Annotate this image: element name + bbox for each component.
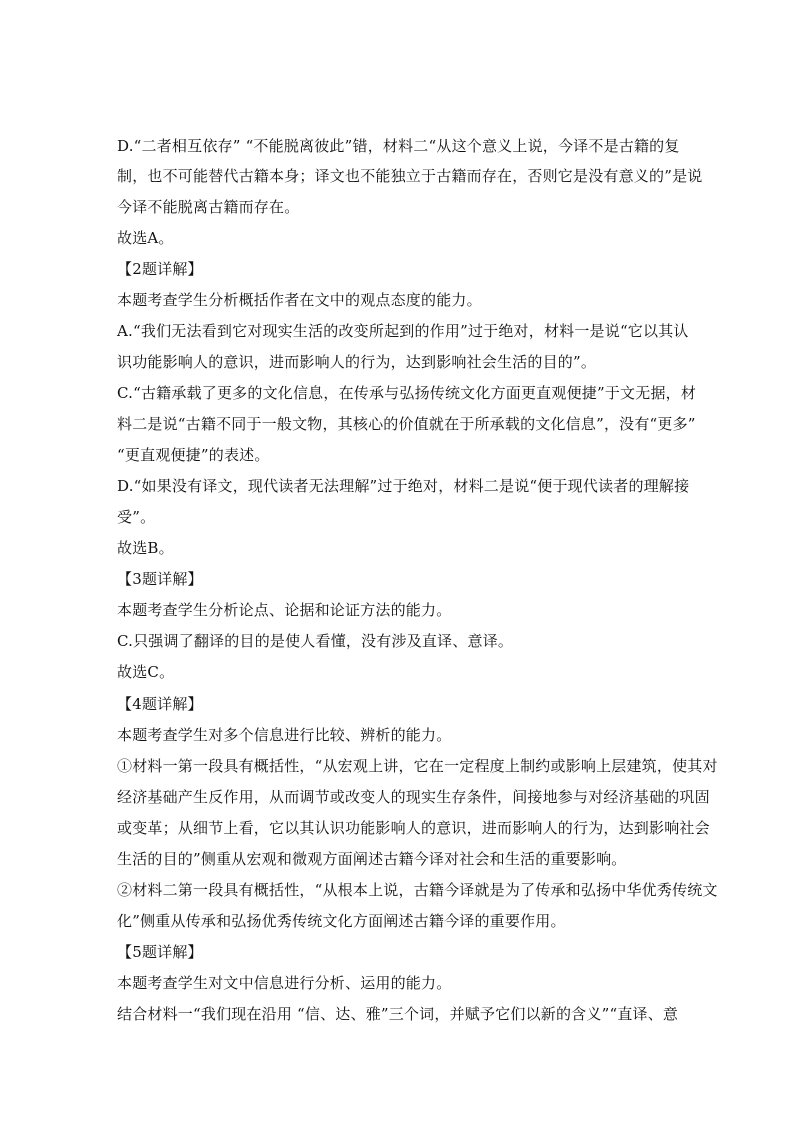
text-line: 结合材料一“我们现在沿用 “信、达、雅”三个词，并赋予它们以新的含义”“直译、意 (117, 1005, 679, 1023)
text-line: 或变革；从细节上看，它以其认识功能影响人的意识，进而影响人的行为，达到影响社会 (117, 819, 710, 837)
text-line: 本题考查学生对多个信息进行比较、辨析的能力。 (117, 726, 452, 744)
text-line: 化”侧重从传承和弘扬优秀传统文化方面阐述古籍今译的重要作用。 (117, 912, 566, 930)
text-line: 故选A。 (117, 229, 174, 247)
text-line: D.“二者相互依存” “不能脱离彼此”错，材料二“从这个意义上说，今译不是古籍的复 (117, 137, 680, 155)
text-line: 今译不能脱离古籍而存在。 (117, 198, 300, 216)
text-line: “更直观便捷”的表述。 (117, 446, 270, 464)
text-line: 本题考查学生对文中信息进行分析、运用的能力。 (117, 974, 452, 992)
section-heading: 【2题详解】 (117, 260, 203, 278)
text-line: A.“我们无法看到它对现实生活的改变所起到的作用”过于绝对，材料一是说“它以其认 (117, 322, 689, 340)
text-line: 故选C。 (117, 663, 175, 681)
text-line: 生活的目的”侧重从宏观和微观方面阐述古籍今译对社会和生活的重要影响。 (117, 850, 627, 868)
text-line: 料二是说“古籍不同于一般文物，其核心的价值就在于所承载的文化信息”，没有“更多” (117, 415, 696, 433)
text-line: 本题考查学生分析概括作者在文中的观点态度的能力。 (117, 291, 482, 309)
text-line: C.“古籍承载了更多的文化信息，在传承与弘扬传统文化方面更直观便捷”于文无据，材 (117, 384, 697, 402)
text-line: C.只强调了翻译的目的是使人看懂，没有涉及直译、意译。 (117, 632, 514, 650)
text-line: 本题考查学生分析论点、论据和论证方法的能力。 (117, 601, 452, 619)
text-line: 受”。 (117, 508, 156, 526)
section-heading: 【5题详解】 (117, 943, 203, 961)
text-line: ②材料二第一段具有概括性，“从根本上说，古籍今译就是为了传承和弘扬中华优秀传统文 (117, 881, 718, 899)
text-line: 故选B。 (117, 539, 174, 557)
text-line: D.“如果没有译文，现代读者无法理解”过于绝对，材料二是说“便于现代读者的理解接 (117, 477, 690, 495)
text-line: ①材料一第一段具有概括性，“从宏观上讲，它在一定程度上制约或影响上层建筑，使其对 (117, 757, 718, 775)
section-heading: 【3题详解】 (117, 570, 203, 588)
text-line: 识功能影响人的意识，进而影响人的行为，达到影响社会生活的目的”。 (117, 353, 597, 371)
section-heading: 【4题详解】 (117, 695, 203, 713)
text-line: 经济基础产生反作用，从而调节或改变人的现实生存条件，间接地参与对经济基础的巩固 (117, 788, 710, 806)
text-line: 制，也不可能替代古籍本身；译文也不能独立于古籍而存在，否则它是没有意义的”是说 (117, 167, 703, 185)
